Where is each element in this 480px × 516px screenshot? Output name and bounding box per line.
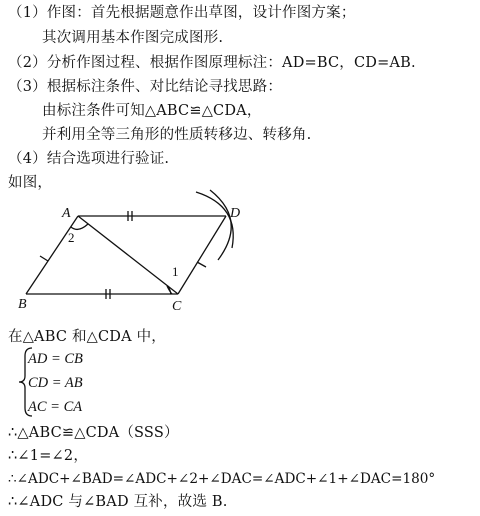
point-label-a: A — [62, 206, 71, 221]
step-4-line: （4）结合选项进行验证. — [8, 151, 170, 167]
step-1-line-2: 其次调用基本作图完成图形. — [42, 30, 224, 46]
step-3-line-2: 由标注条件可知△ABC≌△CDA， — [42, 103, 262, 119]
step-1-line-1: （1）作图：首先根据题意作出草图，设计作图方案； — [8, 5, 356, 21]
conclusion-angles-equal: ∴∠1=∠2， — [8, 448, 89, 464]
step-3-line-3: 并利用全等三角形的性质转移边、转移角. — [42, 127, 312, 143]
figure-intro: 如图， — [8, 175, 53, 191]
diagonal-ac — [78, 216, 178, 294]
proof-header: 在△ABC 和△CDA 中， — [8, 329, 167, 345]
condition-cd-ab: CD = AB — [28, 375, 83, 391]
angle-label-2: 2 — [68, 230, 75, 245]
construction-arc-1 — [196, 192, 233, 248]
step-2-line: （2）分析作图过程、根据作图原理标注：AD=BC，CD=AB. — [8, 55, 416, 71]
step-3-line-1: （3）根据标注条件、对比结论寻找思路： — [8, 79, 283, 95]
conclusion-answer: ∴∠ADC 与∠BAD 互补，故选 B. — [8, 494, 228, 510]
tick-dc — [197, 262, 206, 267]
point-label-b: B — [18, 297, 27, 312]
point-label-d: D — [230, 206, 241, 221]
parallelogram-figure — [0, 186, 480, 326]
side-ba — [26, 216, 78, 294]
conclusion-congruent: ∴△ABC≌△CDA（SSS） — [8, 425, 179, 441]
tick-ab — [40, 256, 48, 261]
conclusion-angle-sum: ∴∠ADC+∠BAD=∠ADC+∠2+∠DAC=∠ADC+∠1+∠DAC=180° — [8, 471, 436, 487]
point-label-c: C — [172, 299, 182, 314]
condition-ad-cb: AD = CB — [28, 351, 83, 367]
angle-label-1: 1 — [172, 264, 179, 279]
condition-ac-ca: AC = CA — [28, 399, 83, 415]
side-dc — [178, 216, 226, 294]
angle-arc-2 — [71, 224, 88, 229]
